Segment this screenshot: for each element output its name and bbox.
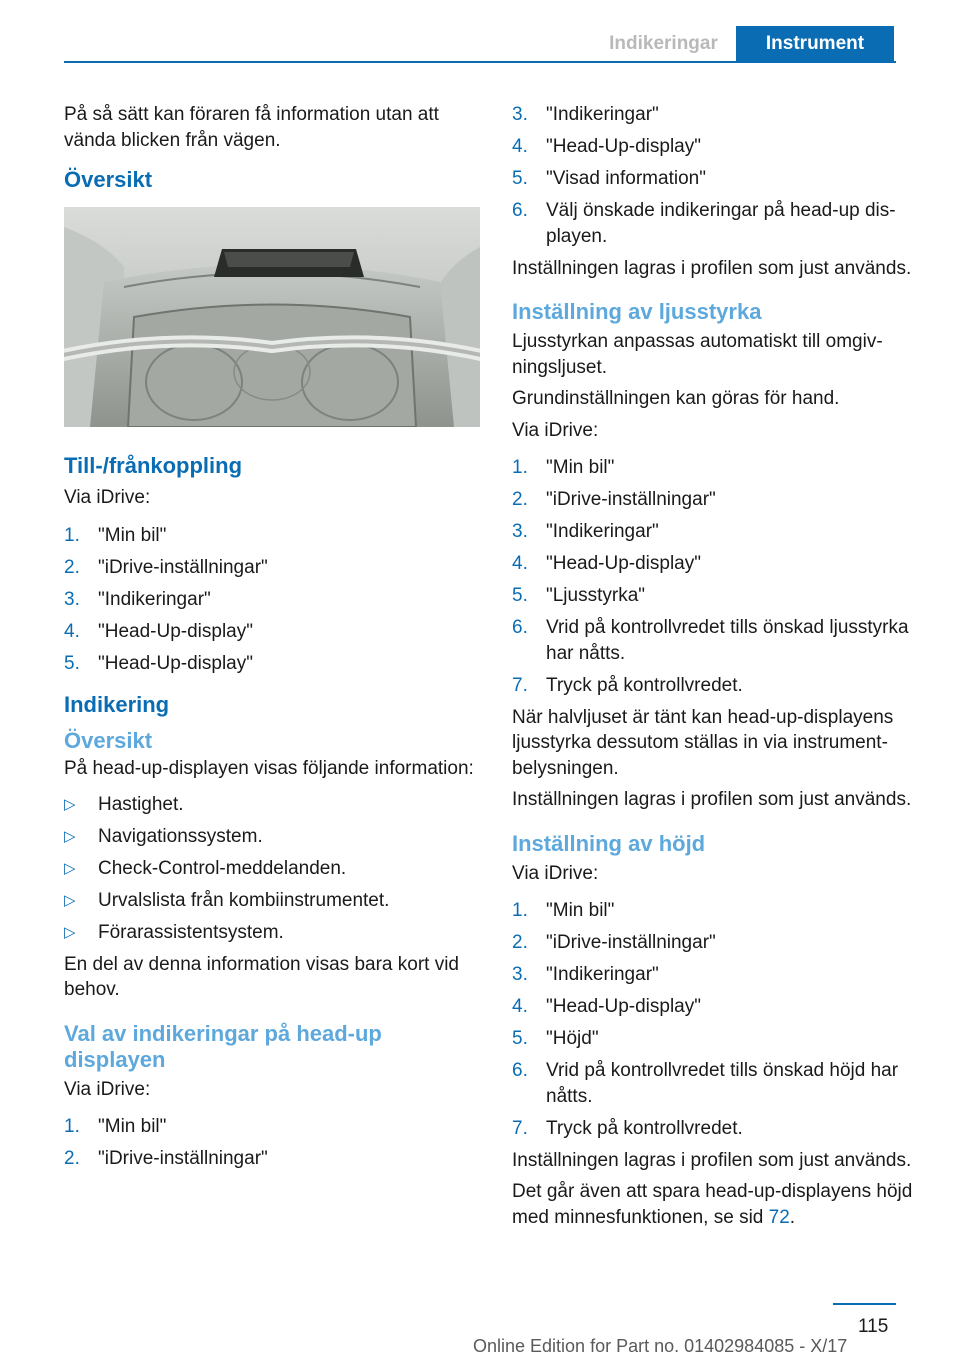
list-item [64, 1146, 484, 1172]
step-number: 6. [512, 1060, 528, 1081]
brightness-via: Via iDrive: [512, 419, 599, 441]
list-item [64, 920, 484, 946]
step-number: 6. [512, 200, 528, 221]
step-number: 3. [512, 521, 528, 542]
step-text: "Head-Up-display" [546, 553, 701, 574]
list-item [64, 856, 484, 882]
step-number: 5. [64, 652, 80, 674]
list-item [64, 651, 484, 677]
list-item [64, 555, 484, 581]
right-column [512, 102, 932, 1236]
list-item [512, 994, 932, 1020]
step-text: "iDrive-inställningar" [546, 489, 716, 510]
bullet-text: Hastighet. [98, 793, 184, 815]
list-item [512, 487, 932, 513]
step-text: "Indikeringar" [546, 521, 659, 542]
list-item [64, 792, 484, 818]
page-number: 115 [858, 1316, 889, 1337]
overview-heading: Översikt [64, 167, 153, 192]
list-item [512, 930, 932, 956]
height-heading: Inställning av höjd [512, 830, 706, 856]
list-item [512, 1058, 932, 1109]
step-text: Vrid på kontrollvredet tills önskad ljusstyrka har nåtts. [546, 617, 909, 664]
triangle-bullet-icon: ▷ [64, 891, 76, 909]
step-text: "iDrive-inställningar" [546, 932, 716, 953]
list-item [512, 102, 932, 128]
left-column [64, 102, 484, 1178]
list-item [512, 198, 932, 249]
list-item [64, 824, 484, 850]
step-text: "Head-Up-display" [98, 652, 253, 674]
step-number: 2. [64, 1148, 80, 1169]
list-item [512, 134, 932, 160]
indication-heading: Indikering [64, 692, 170, 717]
page-reference-link[interactable]: 72 [768, 1206, 790, 1228]
brightness-text: Ljusstyrkan anpassas automatiskt till omgivningsljuset. [512, 331, 883, 378]
info-note: En del av denna information visas bara kort vid behov. [64, 953, 459, 1000]
step-number: 4. [64, 620, 80, 642]
step-number: 5. [512, 1028, 528, 1049]
indication-bullet-list [64, 792, 484, 946]
step-number: 2. [512, 489, 528, 510]
header-rule [64, 61, 896, 63]
footer-rule [833, 1303, 896, 1305]
indication-text: På head-up-displayen visas följande information: [64, 758, 474, 779]
step-text: "Min bil" [98, 1116, 167, 1137]
step-text: Tryck på kontrollvredet. [546, 674, 743, 696]
intro-paragraph: På så sätt kan föraren få information utan att vända blicken från vägen. [64, 104, 439, 151]
bullet-text: Urvalslista från kombiinstrumentet. [98, 889, 390, 911]
step-number: 4. [512, 553, 528, 574]
step-text: "Min bil" [546, 900, 615, 921]
list-item [512, 673, 932, 699]
step-number: 1. [64, 1116, 80, 1137]
step-text: "Min bil" [546, 457, 615, 478]
memory-end: . [789, 1206, 796, 1228]
step-number: 4. [512, 996, 528, 1017]
bullet-text: Navigationssystem. [98, 825, 263, 847]
step-text: Vrid på kontrollvredet tills önskad höjd har nåtts. [546, 1060, 899, 1107]
step-number: 5. [512, 168, 528, 189]
list-item [64, 1114, 484, 1140]
toggle-steps-list [64, 523, 484, 677]
select-steps-continued-list [512, 102, 932, 249]
step-text: "Ljusstyrka" [546, 585, 646, 606]
list-item [512, 615, 932, 666]
list-item [64, 523, 484, 549]
step-text: Välj önskade indikeringar på head-up displayen. [546, 200, 896, 247]
step-text: "Indikeringar" [546, 104, 659, 125]
list-item [512, 1116, 932, 1142]
bullet-text: Check-Control-meddelanden. [98, 857, 347, 879]
step-text: "Visad information" [546, 168, 706, 189]
toggle-heading: Till-/frånkoppling [64, 453, 243, 478]
step-text: "Min bil" [98, 524, 167, 546]
step-text: "Indikeringar" [98, 588, 211, 610]
triangle-bullet-icon: ▷ [64, 859, 76, 877]
step-number: 3. [64, 588, 80, 610]
step-number: 2. [64, 556, 80, 578]
list-item [512, 898, 932, 924]
step-number: 4. [512, 136, 528, 157]
step-text: "Indikeringar" [546, 964, 659, 985]
step-number: 3. [512, 964, 528, 985]
step-text: "Head-Up-display" [546, 996, 701, 1017]
list-item [512, 166, 932, 192]
head-up-display-image [64, 207, 480, 427]
list-item [512, 551, 932, 577]
step-number: 1. [512, 457, 528, 478]
list-item [512, 962, 932, 988]
list-item [512, 1026, 932, 1052]
header-chapter-tab: Instrument [736, 26, 894, 62]
memory-paragraph [512, 1179, 932, 1230]
step-text: "iDrive-inställningar" [98, 1148, 268, 1169]
step-text: Tryck på kontrollvredet. [546, 1117, 743, 1139]
saved-note: Inställningen lagras i profilen som just används. [512, 1149, 912, 1171]
bullet-text: Förarassistentsystem. [98, 921, 284, 943]
triangle-bullet-icon: ▷ [64, 923, 76, 941]
list-item [512, 583, 932, 609]
step-number: 1. [512, 900, 528, 921]
brightness-manual: Grundinställningen kan göras för hand. [512, 388, 840, 409]
step-text: "iDrive-inställningar" [98, 556, 268, 578]
step-number: 5. [512, 585, 528, 606]
height-via: Via iDrive: [512, 862, 599, 884]
memory-text: Det går även att spara head-up-displayens höjd med minnesfunktionen, se sid [512, 1181, 913, 1228]
brightness-heading: Inställning av ljusstyrka [512, 299, 762, 324]
height-steps-list [512, 898, 932, 1141]
header-section-label: Indikeringar [609, 33, 718, 54]
list-item [512, 455, 932, 481]
triangle-bullet-icon: ▷ [64, 827, 76, 845]
step-text: "Head-Up-display" [546, 136, 701, 157]
list-item [64, 888, 484, 914]
page-header [591, 26, 894, 62]
step-number: 2. [512, 932, 528, 953]
step-number: 7. [512, 674, 528, 696]
list-item [64, 587, 484, 613]
brightness-steps-list [512, 455, 932, 698]
saved-note: Inställningen lagras i profilen som just används. [512, 789, 912, 810]
step-text: "Höjd" [546, 1028, 599, 1049]
step-number: 3. [512, 104, 528, 125]
list-item [512, 519, 932, 545]
select-indications-heading: Val av indikeringar på head-up displayen [64, 1020, 382, 1072]
brightness-note: När halvljuset är tänt kan head-up-displayens ljusstyrka dessutom ställas in via instrumentbelysningen. [512, 706, 894, 779]
toggle-via: Via iDrive: [64, 487, 151, 508]
triangle-bullet-icon: ▷ [64, 795, 76, 813]
step-number: 6. [512, 617, 528, 638]
list-item [64, 619, 484, 645]
step-text: "Head-Up-display" [98, 620, 253, 642]
step-number: 1. [64, 524, 80, 546]
step-number: 7. [512, 1117, 528, 1139]
saved-note: Inställningen lagras i profilen som just används. [512, 257, 912, 279]
select-via: Via iDrive: [64, 1078, 151, 1100]
indication-overview-subheading: Översikt [64, 728, 153, 753]
edition-footer: Online Edition for Part no. 01402984085 - X/17 [473, 1336, 848, 1356]
select-steps-list [64, 1114, 484, 1172]
